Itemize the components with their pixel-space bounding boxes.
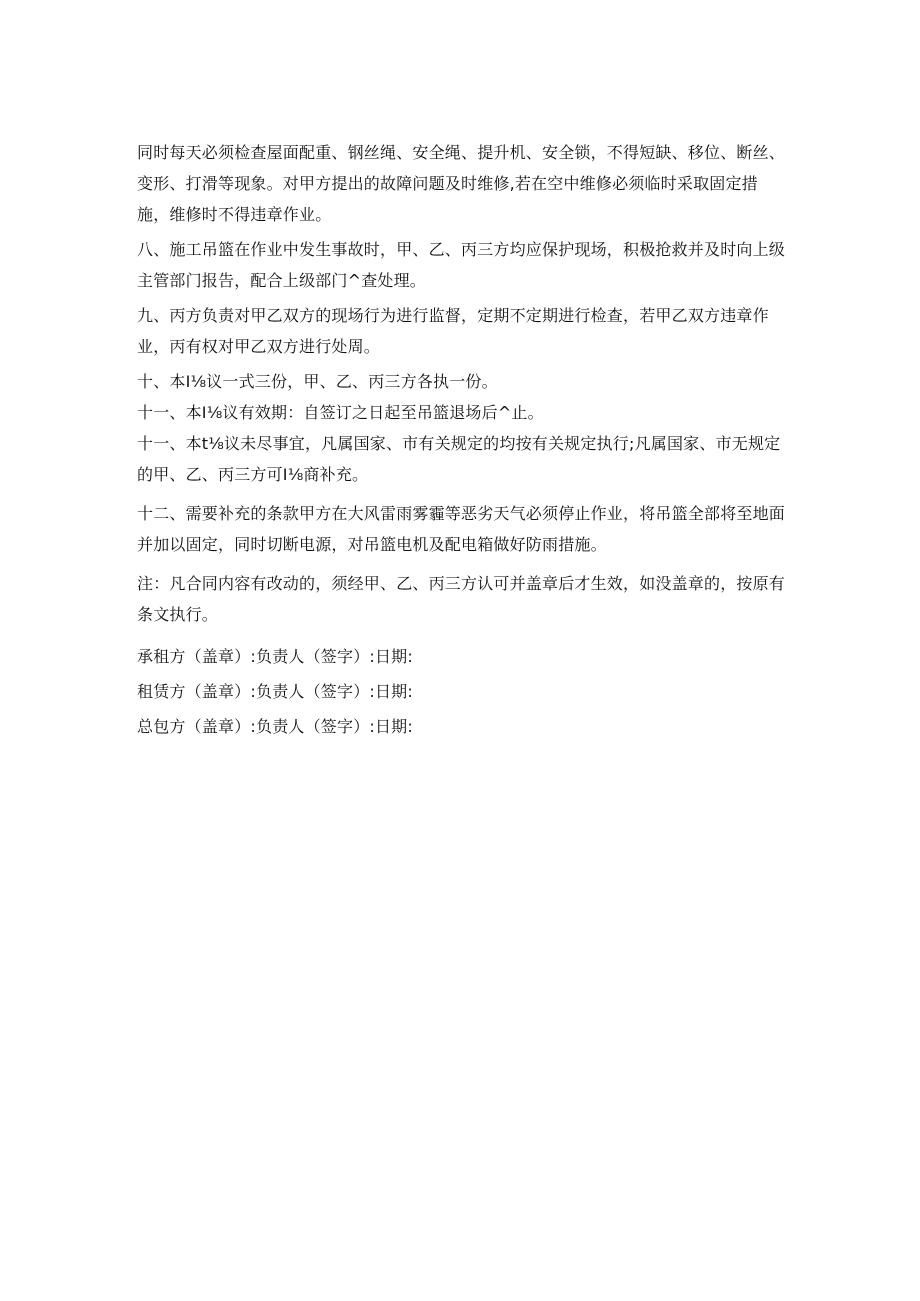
paragraph-clause-10: 十、本I⅛议一式三份，甲、乙、丙三方各执一份。	[137, 372, 498, 391]
signature-block	[137, 639, 785, 744]
signature-line-general-contractor: 总包方（盖章）:负责人（签字）:日期:	[137, 717, 413, 736]
paragraph-clause-9: 九、丙方负责对甲乙双方的现场行为进行监督，定期不定期进行检查，若甲乙双方违章作业，丙有权对甲乙双方进行处周。	[137, 306, 769, 356]
signature-line-lessor: 租赁方（盖章）:负责人（签字）:日期:	[137, 682, 413, 701]
document-body	[137, 137, 785, 744]
paragraph-clause-8: 八、施工吊篮在作业中发生事故时，甲、乙、丙三方均应保护现场，积极抢救并及时向上级主管部门报告，配合上级部门^查处理。	[137, 240, 786, 290]
signature-line-lessee: 承租方（盖章）:负责人（签字）:日期:	[137, 647, 413, 666]
paragraph-clause-11-validity: 十一、本I⅛议有效期：自签订之日起至吊篮退场后^止。	[137, 403, 544, 422]
paragraph-clause-11-supplement: 十一、本t⅛议未尽事宜，凡属国家、市有关规定的均按有关规定执行;凡属国家、市无规定的甲、乙、丙三方可I⅛商补充。	[137, 434, 781, 484]
paragraph-daily-inspection: 同时每天必须检查屋面配重、钢丝绳、安全绳、提升机、安全锁，不得短缺、移位、断丝、变形、打滑等现象。对甲方提出的故障问题及时维修,若在空中维修必须临时采取固定措施，维修时不得违章作业。	[137, 143, 786, 224]
paragraph-clause-12: 十二、需要补充的条款甲方在大风雷雨雾霾等恶劣天气必须停止作业，将吊篮全部将至地面并加以固定，同时切断电源，对吊篮电机及配电箱做好防雨措施。	[137, 504, 786, 554]
paragraph-note: 注：凡合同内容有改动的，须经甲、乙、丙三方认可并盖章后才生效，如没盖章的，按原有条文执行。	[137, 574, 786, 624]
